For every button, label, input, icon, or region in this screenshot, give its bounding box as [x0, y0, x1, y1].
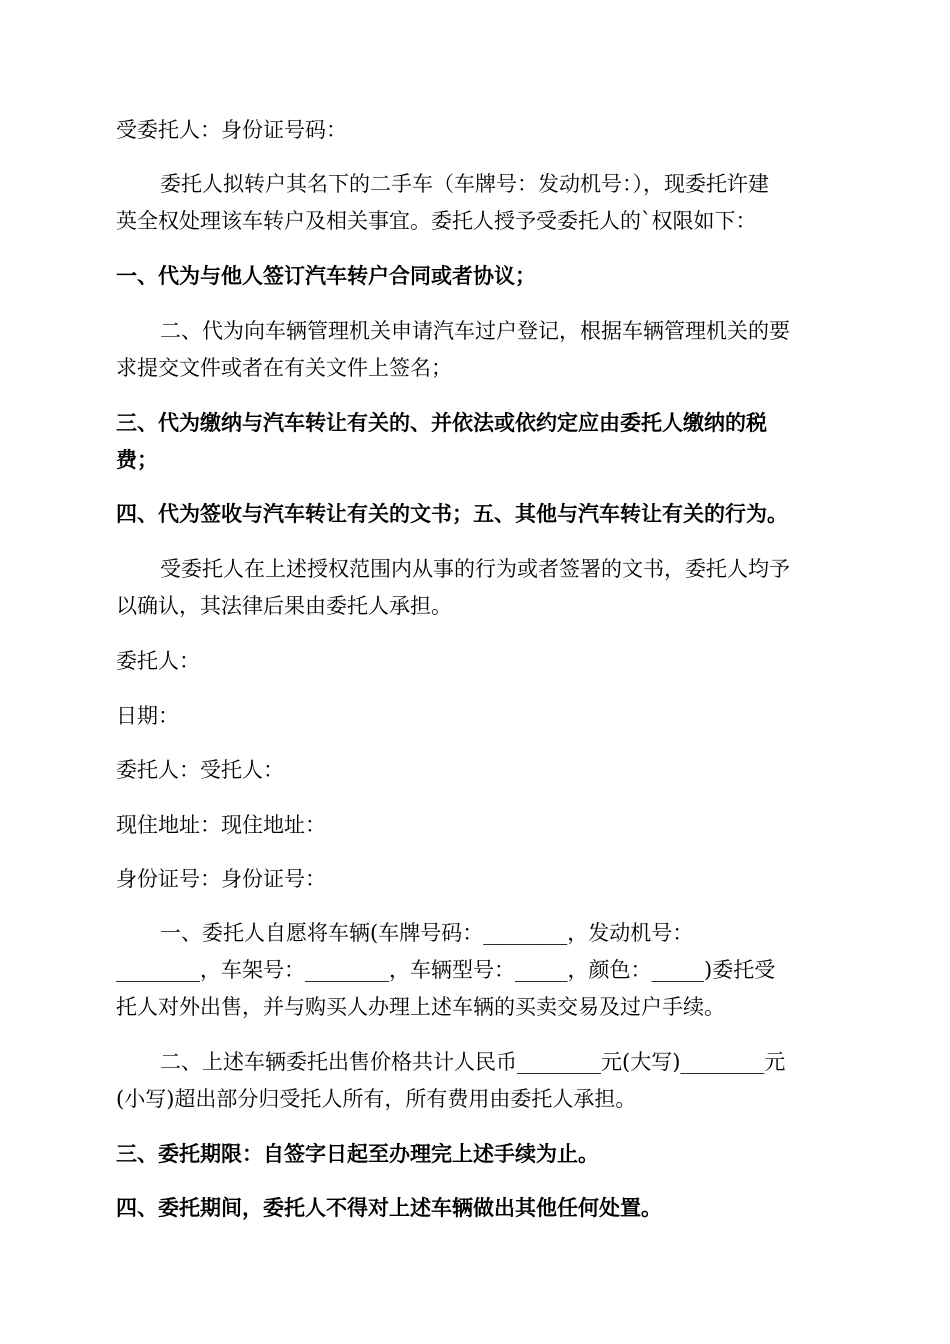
sale-clause-3: 三、委托期限：自签字日起至办理完上述手续为止。: [116, 1142, 599, 1166]
authority-item-1: 一、代为与他人签订汽车转户合同或者协议；: [116, 264, 536, 288]
address-line: 现住地址：现住地址：: [116, 813, 326, 837]
authority-item-2: 二、代为向车辆管理机关申请汽车过户登记，根据车辆管理机关的要 求提交文件或者在有关文件上签名；: [116, 319, 790, 380]
sale-clause-1: 一、委托人自愿将车辆(车牌号码：________，发动机号： ________，车架号：________，车辆型号：_____，颜色：_____)委托受 托人对外出售，并与购买人办理上述车辆的买卖交易及过户手续。: [116, 921, 776, 1019]
authority-item-3: 三、代为缴纳与汽车转让有关的、并依法或依约定应由委托人缴纳的税 费；: [116, 411, 767, 472]
authority-item-4-5: 四、代为签收与汽车转让有关的文书；五、其他与汽车转让有关的行为。: [116, 502, 788, 526]
parties-line: 委托人：受托人：: [116, 758, 284, 782]
sale-clause-2: 二、上述车辆委托出售价格共计人民币________元(大写)________元 (小写)超出部分归受托人所有，所有费用由委托人承担。: [116, 1050, 786, 1111]
id-number-line: 身份证号：身份证号：: [116, 867, 326, 891]
sale-clause-4: 四、委托期间，委托人不得对上述车辆做出其他任何处置。: [116, 1196, 662, 1220]
trustee-id-line: 受委托人：身份证号码：: [116, 118, 347, 142]
date-line: 日期：: [116, 704, 179, 728]
entrustment-intro-paragraph: 委托人拟转户其名下的二手车（车牌号：发动机号：），现委托许建 英全权处理该车转户及相关事宜。委托人授予受委托人的`权限如下：: [116, 172, 769, 233]
principal-signature-line: 委托人：: [116, 649, 200, 673]
confirmation-paragraph: 受委托人在上述授权范围内从事的行为或者签署的文书，委托人均予 以确认，其法律后果由委托人承担。: [116, 557, 790, 618]
